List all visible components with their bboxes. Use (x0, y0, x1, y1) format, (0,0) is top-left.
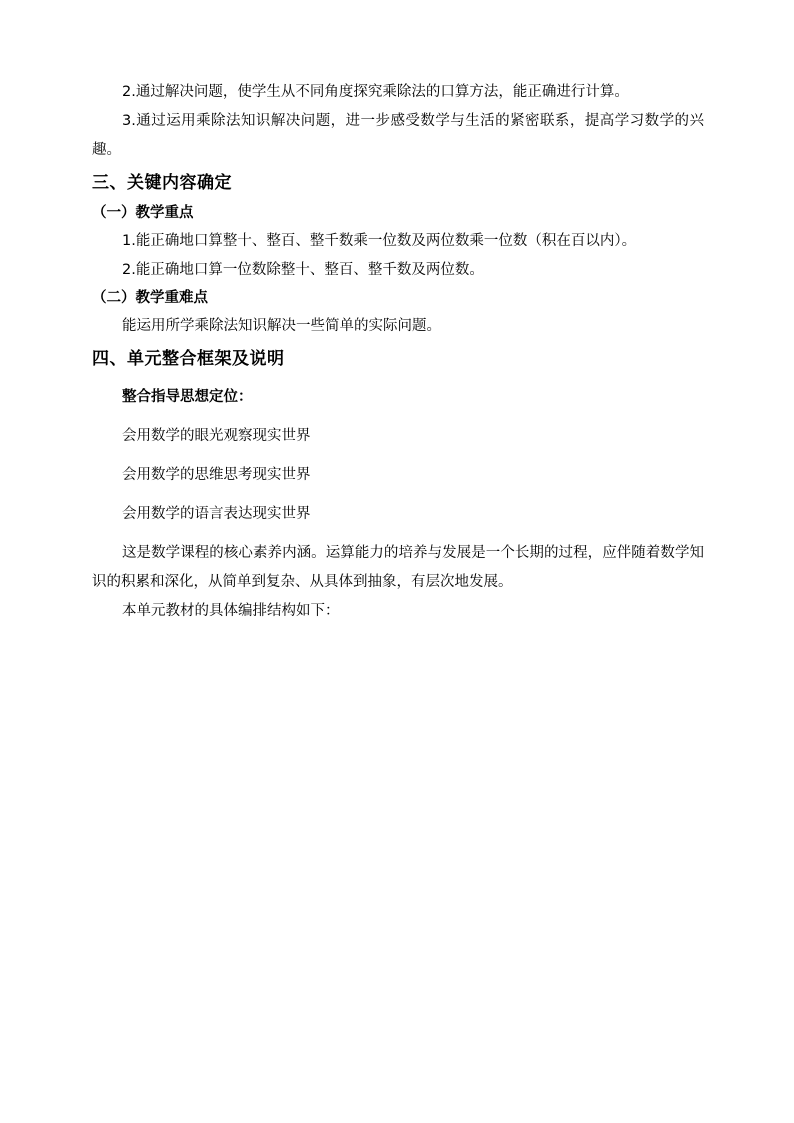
objective-3: 3.通过运用乘除法知识解决问题，进一步感受数学与生活的紧密联系，提高学习数学的兴趣。 (92, 113, 704, 158)
guide-line-3: 会用数学的语言表达现实世界 (122, 506, 311, 522)
structure-intro: 本单元教材的具体编排结构如下： (122, 603, 340, 619)
teaching-difficulty-heading: （二）教学重难点 (92, 290, 208, 306)
focus-item-1: 1.能正确地口算整十、整百、整千数乘一位数及两位数乘一位数（积在百以内）。 (122, 233, 637, 249)
teaching-focus-heading: （一）教学重点 (92, 205, 194, 221)
core-literacy-paragraph: 这是数学课程的核心素养内涵。运算能力的培养与发展是一个长期的过程，应伴随着数学知识的积累和深化，从简单到复杂、从具体到抽象，有层次地发展。 (92, 545, 704, 590)
section-3-heading: 三、关键内容确定 (92, 173, 232, 193)
guide-line-2: 会用数学的思维思考现实世界 (122, 467, 311, 483)
guide-title: 整合指导思想定位： (122, 389, 253, 405)
objective-2: 2.通过解决问题，使学生从不同角度探究乘除法的口算方法，能正确进行计算。 (122, 84, 629, 100)
section-4-heading: 四、单元整合框架及说明 (92, 349, 285, 369)
page-content (92, 78, 704, 626)
focus-item-2: 2.能正确地口算一位数除整十、整百、整千数及两位数。 (122, 262, 484, 278)
difficulty-text: 能运用所学乘除法知识解决一些简单的实际问题。 (122, 318, 441, 334)
guide-line-1: 会用数学的眼光观察现实世界 (122, 428, 311, 444)
